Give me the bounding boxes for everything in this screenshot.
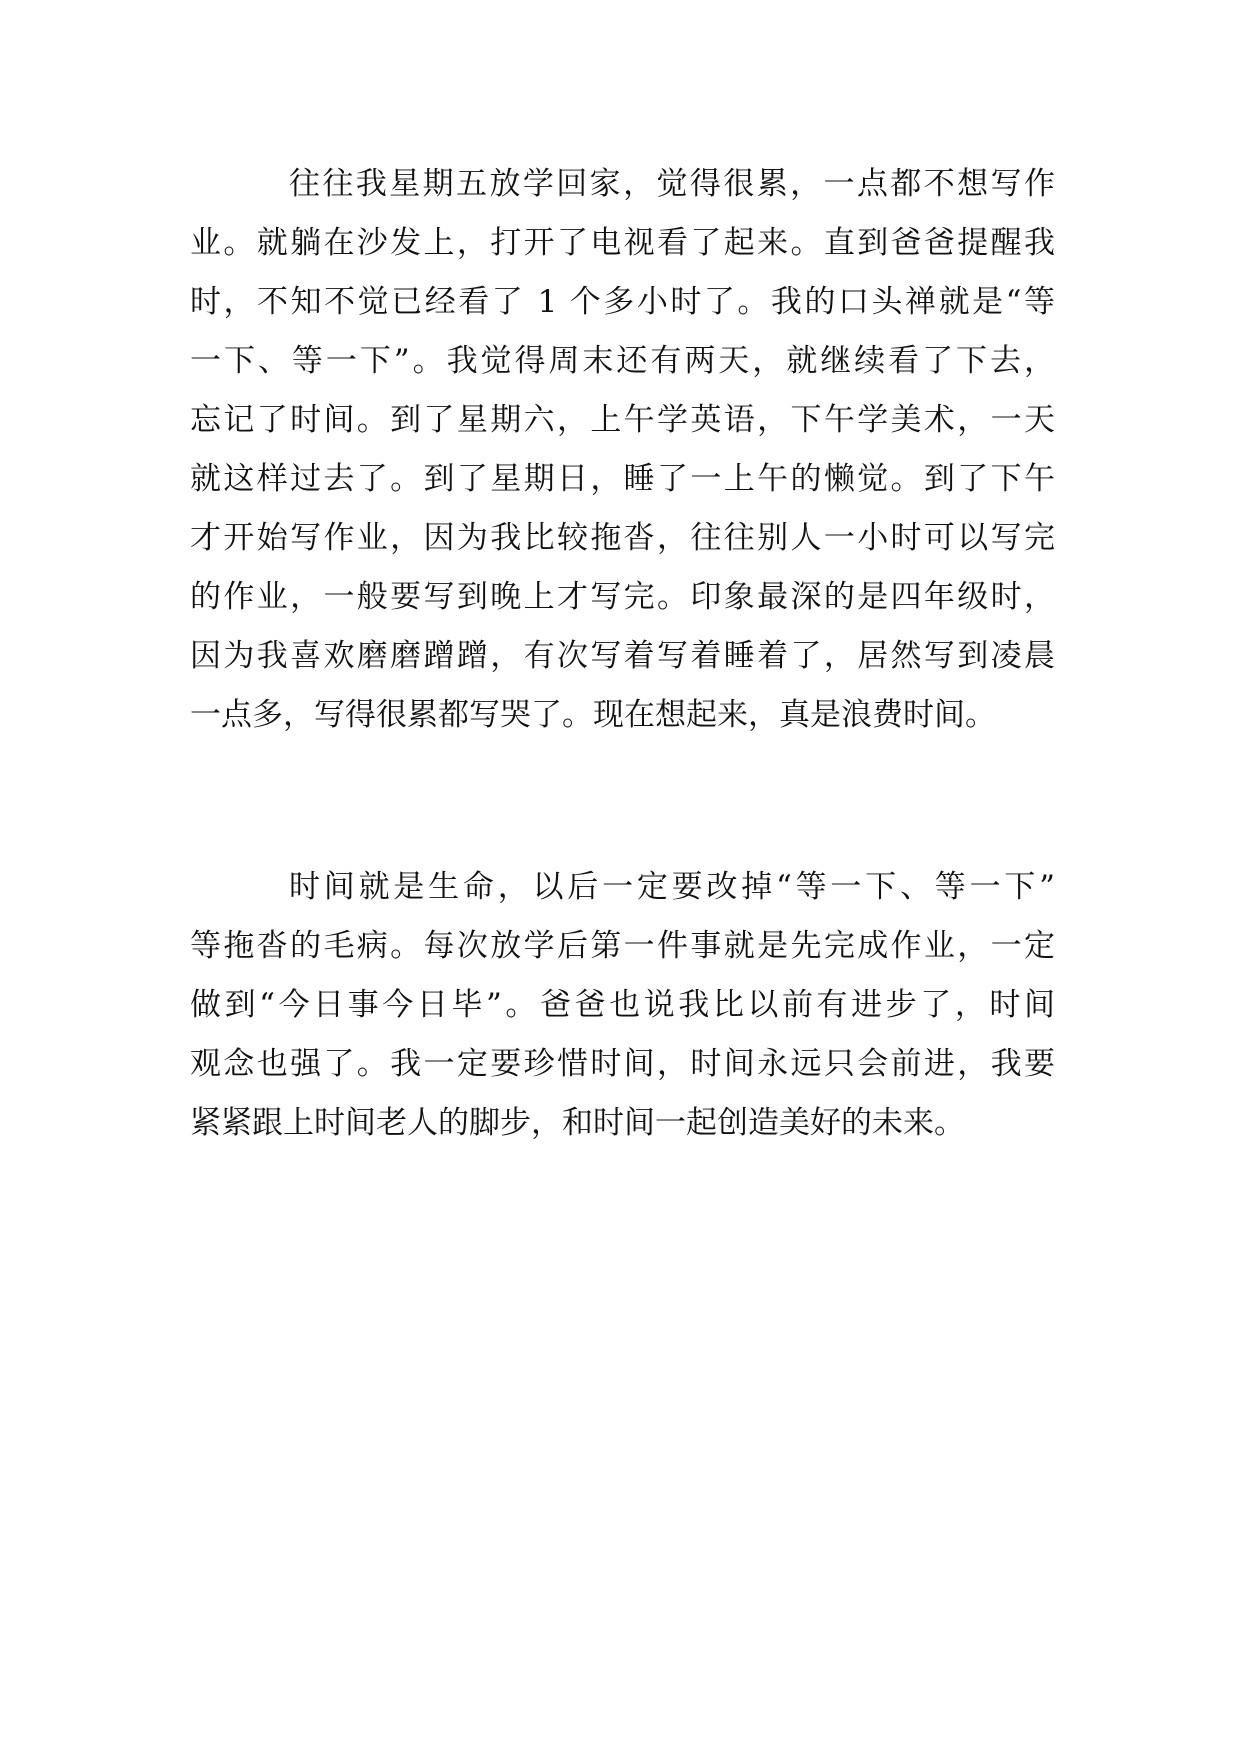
paragraph-line: 等拖沓的毛病。每次放学后第一件事就是先完成作业，一定: [190, 928, 1055, 964]
paragraph-line: 时间就是生命，以后一定要改掉“等一下、等一下”: [289, 869, 1055, 905]
paragraph-line: 往往我星期五放学回家，觉得很累，一点都不想写作: [289, 166, 1055, 202]
paragraph-line: 一点多，写得很累都写哭了。现在想起来，真是浪费时间。: [190, 697, 996, 733]
paragraph-line: 因为我喜欢磨磨蹭蹭，有次写着写着睡着了，居然写到凌晨: [190, 638, 1055, 674]
paragraph-line: 业。就躺在沙发上，打开了电视看了起来。直到爸爸提醒我: [190, 225, 1055, 261]
paragraph-line: 一下、等一下”。我觉得周末还有两天，就继续看了下去，: [190, 343, 1055, 379]
paragraph-line: 就这样过去了。到了星期日，睡了一上午的懒觉。到了下午: [190, 461, 1055, 497]
paragraph-line: 紧紧跟上时间老人的脚步，和时间一起创造美好的未来。: [190, 1105, 965, 1141]
paragraph-line: 才开始写作业，因为我比较拖沓，往往别人一小时可以写完: [190, 520, 1055, 556]
paragraph-line: 做到“今日事今日毕”。爸爸也说我比以前有进步了，时间: [190, 987, 1055, 1023]
paragraph-procrastination-story: [190, 155, 1055, 745]
paragraph-line: 时，不知不觉已经看了 1 个多小时了。我的口头禅就是“等: [190, 284, 1055, 320]
paragraph-line: 忘记了时间。到了星期六，上午学英语，下午学美术，一天: [190, 402, 1055, 438]
paragraph-resolution: [190, 858, 1055, 1153]
paragraph-line: 观念也强了。我一定要珍惜时间，时间永远只会前进，我要: [190, 1046, 1055, 1082]
paragraph-line: 的作业，一般要写到晚上才写完。印象最深的是四年级时，: [190, 579, 1055, 615]
